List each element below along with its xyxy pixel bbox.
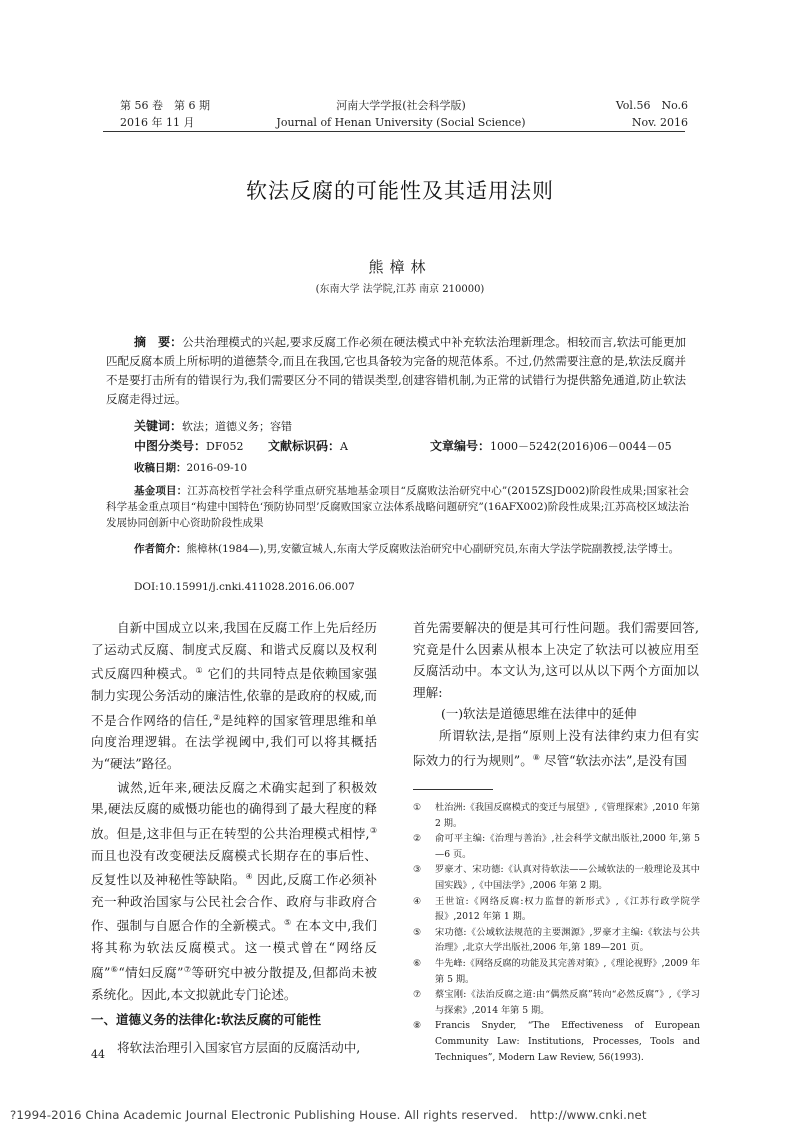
footnote-ref[interactable]: ⑧ (532, 752, 540, 762)
footnote-text: 俞可平主编:《治理与善治》,社会科学文献出版社,2000 年,第 5—6 页。 (435, 833, 700, 860)
footnote-item (413, 987, 700, 1018)
body-text: “情妇反腐” (118, 965, 184, 981)
body-text: 诚然,近年来,硬法反腐之术确实起到了积极效果,硬法反腐的威慑功能也的确得到了最大程度的释放。但是,这非但与正在转型的公共治理模式相悖, (91, 779, 377, 841)
document-code (268, 438, 348, 455)
footnote-text: Francis Snyder, “The Effectiveness of European Community Law: Institutions, Processes, Tools and Techniques”, Modern Law Review, 56(1993). (435, 1020, 700, 1063)
header-date: 2016 年 11 月 (120, 116, 195, 129)
body-paragraph: 将软法治理引入国家官方层面的反腐活动中, (117, 1040, 361, 1056)
body-text: 因此,反腐工作必须补充一种政治国家与公民社会合作、政府与非政府合作、强制与自愿合作的全新模式。 (91, 872, 377, 934)
footnote-text: 牛先峰:《网络反腐的功能及其完善对策》,《理论视野》,2009 年第 5 期。 (435, 957, 700, 985)
doi: DOI:10.15991/j.cnki.411028.2016.06.007 (134, 581, 355, 593)
header-journal-cn: 河南大学学报(社会科学版) (336, 99, 466, 112)
footnote-number: ⑦ (413, 989, 422, 1001)
footnote-number: ⑤ (413, 926, 422, 938)
footnote-ref[interactable]: ③ (369, 825, 377, 835)
received-value: 2016-09-10 (186, 462, 248, 474)
footnote-text: 杜治洲:《我国反腐模式的变迁与展望》,《管理探索》,2010 年第 2 期。 (435, 802, 700, 829)
header-month-year: Nov. 2016 (631, 116, 688, 129)
body-right-column (413, 617, 699, 772)
body-paragraph (91, 777, 377, 1006)
footnote-text: 罗豪才、宋功德:《认真对待软法——公域软法的一般理论及其中国实践》,《中国法学》,2006 年第 2 期。 (435, 864, 700, 891)
keywords-label: 关键词： (134, 419, 183, 433)
footnote-number: ③ (413, 864, 422, 876)
footnote-item (413, 894, 700, 925)
abstract-label: 摘 要： (134, 335, 183, 349)
footnote-item (413, 1018, 700, 1065)
document-code-value: A (340, 440, 348, 453)
bio-label: 作者简介： (134, 543, 187, 555)
footnote-text: 王世谊:《网络反腐:权力监督的新形式》,《江苏行政学院学报》,2012 年第 1 期。 (435, 895, 700, 923)
received-date (134, 460, 247, 477)
footnote-number: ⑧ (413, 1020, 422, 1032)
section-heading: 一、道德义务的法律化:软法反腐的可能性 (91, 1012, 321, 1028)
bio-text: 熊樟林(1984—),男,安徽宣城人,东南大学反腐败法治研究中心副研究员,东南大学法学院副教授,法学博士。 (186, 543, 680, 555)
body-paragraph: 首先需要解决的便是其可行性问题。我们需要回答,究竟是什么因素从根本上决定了软法可以被应用至反腐活动中。本文认为,这可以从以下两个方面加以理解: (413, 620, 699, 700)
footnote-ref[interactable]: ⑦ (183, 964, 192, 974)
footnote-number: ⑥ (413, 957, 422, 969)
abstract-text: 公共治理模式的兴起,要求反腐工作必须在硬法模式中补充软法治理新理念。相较而言,软法可能更加匹配反腐本质上所标明的道德禁令,而且在我国,它也具备较为完备的规范体系。不过,仍然需要注意的是,软法反腐并不是要打击所有的错误行为,我们需要区分不同的错误类型,创建容错机制,为正常的试错行为提供豁免通道,防止软法反腐走得过远。 (106, 335, 686, 406)
fund-label: 基金项目： (134, 485, 188, 497)
author-affiliation: (东南大学 法学院,江苏 南京 210000) (315, 284, 485, 295)
header-volume-en (588, 97, 688, 131)
clc-value: DF052 (206, 440, 244, 453)
header-journal (270, 97, 532, 131)
footnote-number: ④ (413, 895, 422, 907)
footnote-ref[interactable]: ⑤ (284, 918, 292, 928)
body-left-column (91, 617, 377, 1059)
footnote-item (413, 925, 700, 956)
clc-label: 中图分类号： (134, 439, 207, 453)
fund-text: 江苏高校哲学社会科学重点研究基地基金项目“反腐败法治研究中心”(2015ZSJD002)阶段性成果;国家社会科学基金重点项目“构建中国特色‘预防协同型’反腐败国家立法体系战略问题研究”(16AFX002)阶段性成果;江苏高校区域法治发展协同创新中心资助阶段性成果 (106, 485, 689, 529)
body-text: 尽管“软法亦法”,是没有国 (539, 753, 687, 769)
header-issue (120, 97, 210, 131)
article-number-value: 1000－5242(2016)06－0044－05 (490, 440, 672, 453)
header-journal-en: Journal of Henan University (Social Science) (276, 116, 526, 129)
header-volume-issue: 第 56 卷 第 6 期 (120, 99, 210, 112)
footnote-ref[interactable]: ② (212, 712, 221, 722)
article-number-label: 文章编号： (430, 439, 491, 453)
footnotes (413, 800, 700, 1065)
article-number (430, 438, 672, 455)
document-code-label: 文献标识码： (268, 439, 341, 453)
footnote-text: 宋功德:《公域软法规范的主要渊源》,罗豪才主编:《软法与公共治理》,北京大学出版社,2006 年,第 189—201 页。 (435, 926, 700, 954)
header-rule (103, 131, 685, 132)
page-number: 44 (91, 1048, 105, 1061)
body-text: 而且也没有改变硬法反腐模式长期存在的事后性、反复性以及神秘性等缺陷。 (91, 847, 377, 888)
header-vol-no: Vol.56 No.6 (615, 99, 688, 112)
footnote-item (413, 800, 700, 831)
footnote-item (413, 831, 700, 862)
author-name: 熊樟林 (368, 258, 432, 276)
fund-info (106, 483, 689, 531)
footnote-number: ② (413, 833, 422, 845)
body-paragraph (91, 617, 377, 775)
footnote-ref[interactable]: ① (195, 666, 204, 676)
footnote-item (413, 956, 700, 987)
footnote-item (413, 862, 700, 893)
footnote-ref[interactable]: ④ (245, 872, 253, 882)
author-bio (106, 541, 689, 557)
abstract (106, 333, 686, 409)
body-paragraph (413, 725, 699, 771)
keywords (134, 418, 292, 435)
body-text: 所谓软法,是指“原则上没有法律约束力但有实际效力的行为规则”。 (413, 728, 699, 769)
subsection-heading: (一)软法是道德思维在法律中的延伸 (441, 706, 637, 722)
copyright-footer: ?1994-2016 China Academic Journal Electronic Publishing House. All rights reserved. http://www.cnki.net (10, 1108, 647, 1122)
body-text: 等研究中被分散提及,但都尚未被系统化。因此,本文拟就此专门论述。 (91, 965, 378, 1002)
keywords-text: 软法；道德义务；容错 (182, 420, 293, 433)
footnote-number: ① (413, 802, 422, 813)
body-text: 它们的共同特点是依赖国家强制力实现公务活动的廉洁性,依靠的是政府的权威,而不是合作网络的信任, (91, 666, 378, 728)
received-label: 收稿日期： (134, 462, 187, 474)
footnote-text: 蔡宝刚:《法治反腐之道:由“偶然反腐”转向“必然反腐”》,《学习与探索》,2014 年第 5 期。 (435, 989, 700, 1016)
footnote-rule (413, 789, 493, 790)
footnote-ref[interactable]: ⑥ (110, 964, 119, 974)
body-text: 在本文中,我们将其称为软法反腐模式。这一模式曾在“网络反腐” (91, 918, 377, 981)
clc-number (134, 438, 243, 455)
body-text: 自新中国成立以来,我国在反腐工作上先后经历了运动式反腐、制度式反腐、和谐式反腐以及权利式反腐四种模式。 (91, 620, 377, 682)
article-title: 软法反腐的可能性及其适用法则 (246, 179, 554, 203)
body-text: 是纯粹的国家管理思维和单向度治理逻辑。在法学视阈中,我们可以将其概括为“硬法”路径。 (91, 712, 378, 771)
